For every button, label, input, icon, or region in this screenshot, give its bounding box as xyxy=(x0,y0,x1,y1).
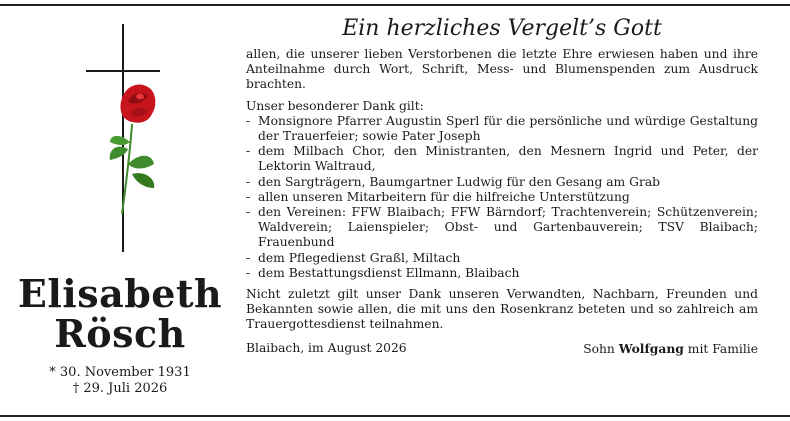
first-name: Elisabeth xyxy=(17,271,223,316)
cross-with-rose-icon xyxy=(70,24,180,254)
list-item: - dem Milbach Chor, den Ministranten, den Mesnern Ingrid und Peter, der Lektorin Waltraud, xyxy=(246,144,758,174)
list-item: - allen unseren Mitarbeitern für die hilfreiche Unterstützung xyxy=(246,190,758,205)
signature xyxy=(583,341,758,357)
signature-suffix: mit Familie xyxy=(687,341,758,356)
intro-paragraph: allen, die unserer lieben Verstorbenen die letzte Ehre erwiesen haben und ihre Anteilnahme durch Wort, Schrift, Mess- und Blumenspenden zum Ausdruck brachten. xyxy=(246,47,758,92)
bottom-rule xyxy=(0,415,790,417)
signature-row xyxy=(246,341,758,357)
closing-paragraph: Nicht zuletzt gilt unser Dank unseren Verwandten, Nachbarn, Freunden und Bekannten sowie allen, die mit uns den Rosenkranz beteten und so zahlreich am Trauergottesdienst teilnahmen. xyxy=(246,287,758,332)
list-item: - dem Bestattungsdienst Ellmann, Blaibach xyxy=(246,266,758,281)
place-date: Blaibach, im August 2026 xyxy=(246,340,407,355)
signature-prefix: Sohn xyxy=(583,341,615,356)
last-name: Rösch xyxy=(54,311,186,356)
deceased-panel xyxy=(0,6,240,415)
list-item: - den Vereinen: FFW Blaibach; FFW Bärndorf; Trachtenverein; Schützenverein; Waldverein; Laienspieler; Obst- und Gartenbauverein; TSV Blaibach; Frauenbund xyxy=(246,205,758,251)
list-item: - den Sargträgern, Baumgartner Ludwig für den Gesang am Grab xyxy=(246,175,758,190)
thanks-text xyxy=(246,16,758,357)
signature-name: Wolfgang xyxy=(618,340,684,356)
list-item: - dem Pflegedienst Graßl, Miltach xyxy=(246,251,758,266)
heading: Ein herzliches Vergelt’s Gott xyxy=(342,16,662,41)
thanks-list xyxy=(246,114,758,281)
thanks-title: Unser besonderer Dank gilt: xyxy=(246,98,424,113)
list-item: - Monsignore Pfarrer Augustin Sperl für die persönliche und würdige Gestaltung der Trauerfeier; sowie Pater Joseph xyxy=(246,114,758,144)
birth-date: * 30. November 1931 xyxy=(49,365,191,380)
death-date: † 29. Juli 2026 xyxy=(72,381,168,396)
rose-icon xyxy=(110,85,156,215)
